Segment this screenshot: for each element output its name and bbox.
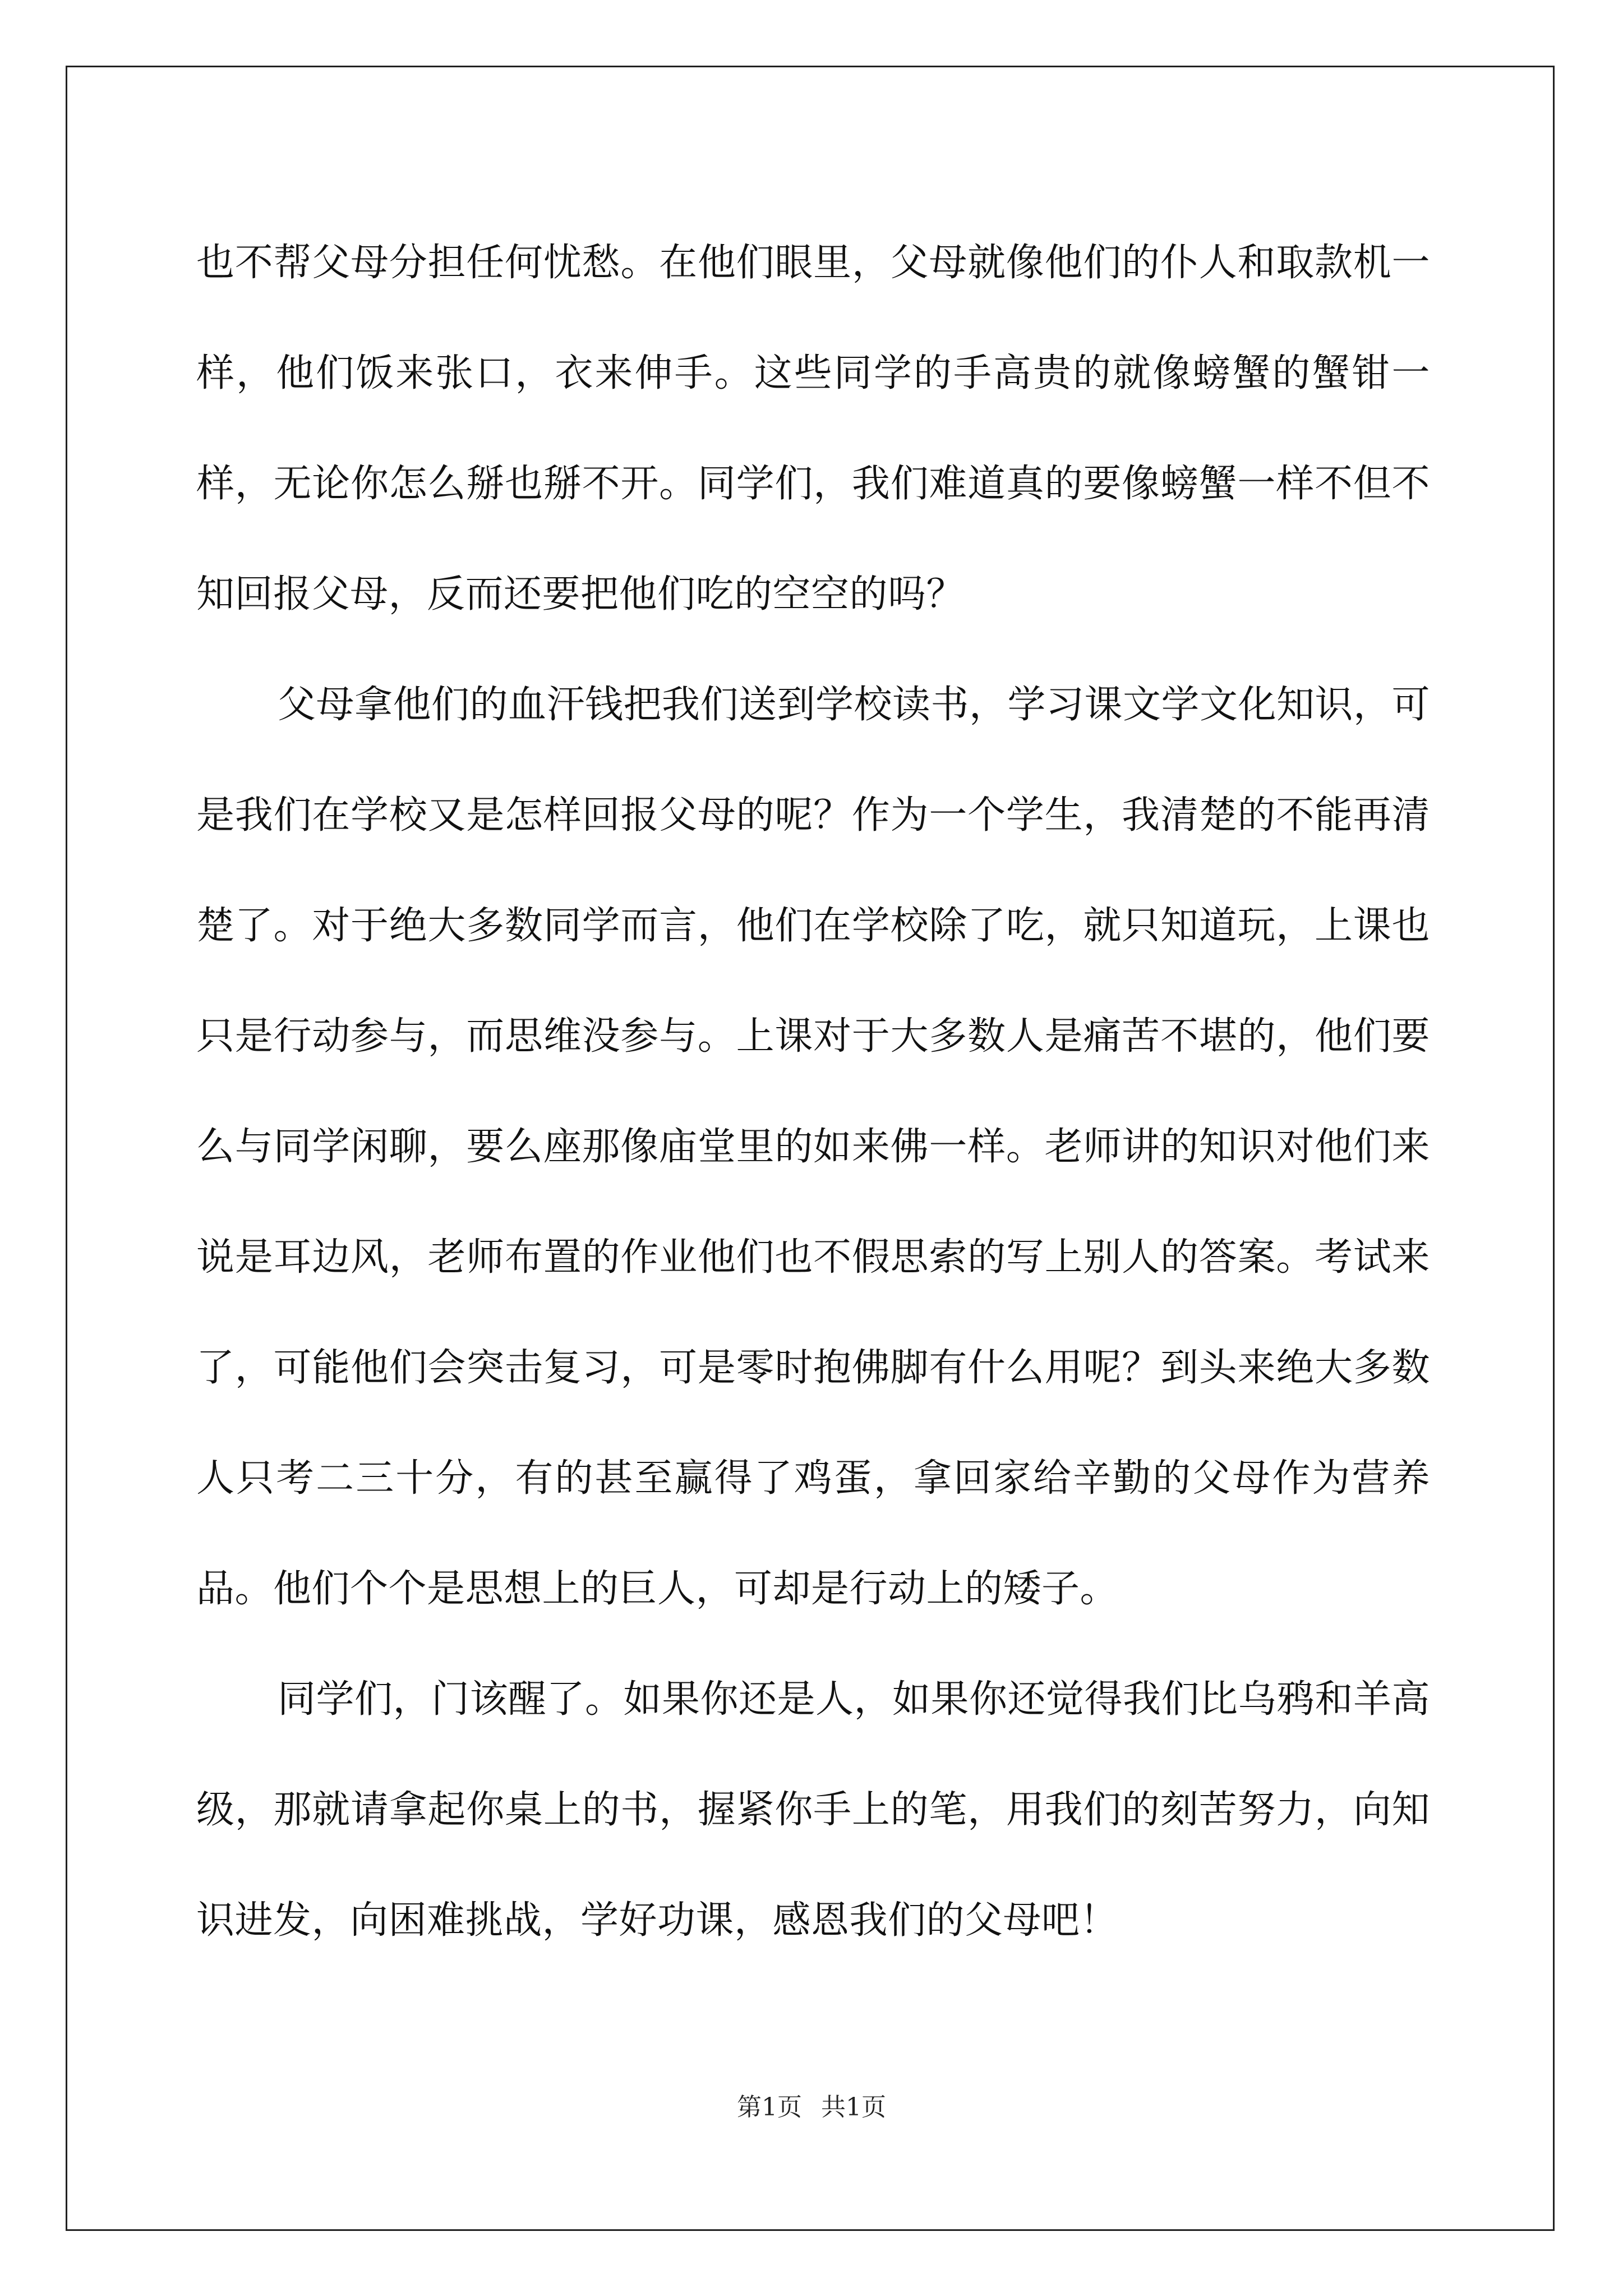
page-number: 第1页	[737, 2093, 802, 2122]
paragraph-1: 也不帮父母分担任何忧愁。在他们眼里，父母就像他们的仆人和取款机一样，他们饭来张口，衣来伸手。这些同学的手高贵的就像螃蟹的蟹钳一样，无论你怎么掰也掰不开。同学们，我们难道真的要像螃蟹一样不但不知回报父母，反而还要把他们吃的空空的吗？	[196, 241, 1430, 616]
document-body	[196, 208, 1430, 1976]
page-total: 共1页	[821, 2093, 886, 2122]
page-footer	[0, 2087, 1623, 2123]
paragraph-2: 父母拿他们的血汗钱把我们送到学校读书，学习课文学文化知识，可是我们在学校又是怎样回报父母的呢？作为一个学生，我清楚的不能再清楚了。对于绝大多数同学而言，他们在学校除了吃，就只知道玩，上课也只是行动参与，而思维没参与。上课对于大多数人是痛苦不堪的，他们要么与同学闲聊，要么座那像庙堂里的如来佛一样。老师讲的知识对他们来说是耳边风，老师布置的作业他们也不假思索的写上别人的答案。考试来了，可能他们会突击复习，可是零时抱佛脚有什么用呢？到头来绝大多数人只考二三十分，有的甚至赢得了鸡蛋，拿回家给辛勤的父母作为营养品。他们个个是思想上的巨人，可却是行动上的矮子。	[196, 683, 1431, 1611]
paragraph-3: 同学们，门该醒了。如果你还是人，如果你还觉得我们比乌鸦和羊高级，那就请拿起你桌上的书，握紧你手上的笔，用我们的刻苦努力，向知识进发，向困难挑战，学好功课，感恩我们的父母吧！	[196, 1677, 1431, 1943]
